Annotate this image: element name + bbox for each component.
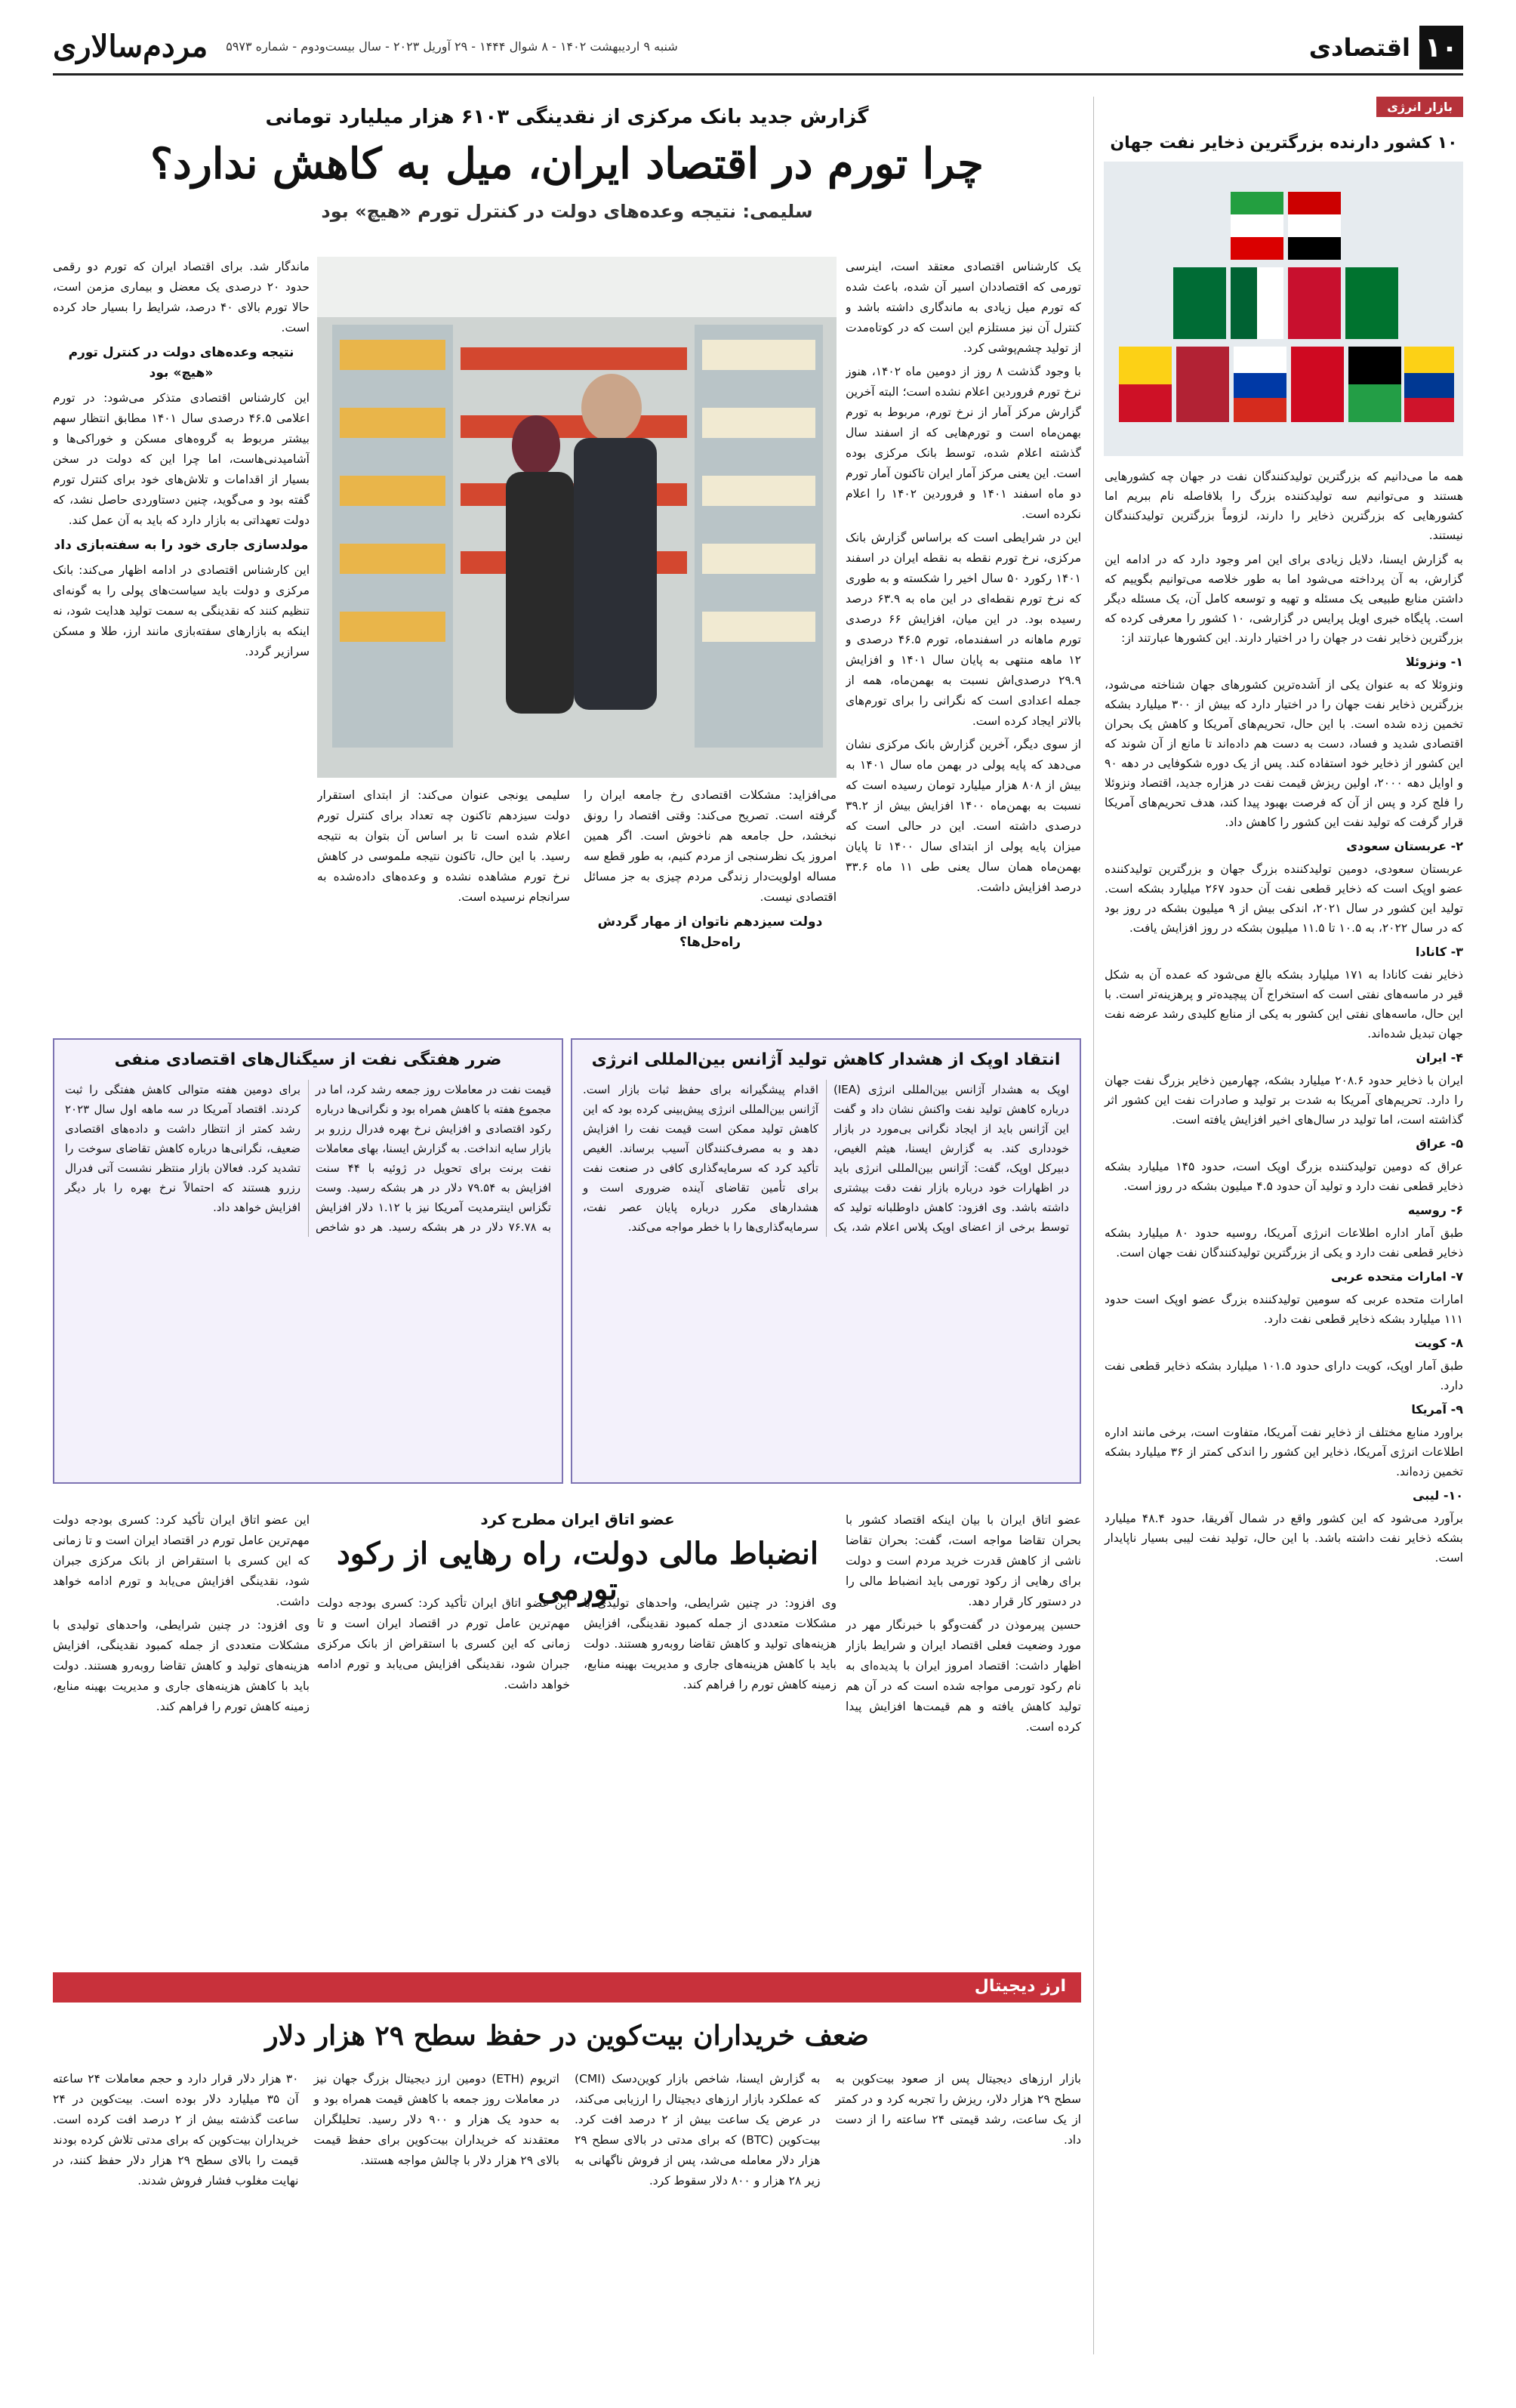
section-header: [1309, 26, 1463, 69]
article-paragraph: این در شرایطی است که براساس گزارش بانک مرکزی، نرخ تورم نقطه به نقطه ایران در اسفند ۱۴۰۱ رکورد ۵۰ سال اخیر را شکسته و به طوری که نرخ تورم نقطه‌ای در این ماه به ۶۳.۹ درصد رسیده بود. در این میان، افزایش ۶۶ درصدی تورم ماهانه در اسفندماه، تورم ۴۶.۵ درصدی و ۱۲ ماهه منتهی به پایان سال ۱۴۰۱ و افزایش ۲۹.۹ درصدی‌اش نسبت به بهمن‌ماه، همه از جمله اعدادی است که نگرانی را برای تورم‌های بالاتر ایجاد کرده است.: [846, 531, 1081, 728]
shoppers-illustration: [317, 257, 837, 778]
article-headline: چرا تورم در اقتصاد ایران، میل به کاهش ندارد؟: [150, 139, 984, 189]
article-paragraph: این کارشناس اقتصادی در ادامه اظهار می‌کند: بانک مرکزی و دولت باید سیاست‌های پولی را به گونه‌ای تنظیم کنند که نقدینگی به سمت تولید هدایت شود، نه اینکه به بازارهای سفته‌بازی مانند ارز، طلا و مسکن سرازیر گردد.: [53, 563, 310, 658]
article-headline: انضباط مالی دولت، راه رهایی از رکود تورمی: [336, 1536, 819, 1607]
article-paragraph: سلیمی یونجی عنوان می‌کند: از ابتدای استقرار دولت سیزدهم تاکنون چه تعداد برای کنترل تورم اعلام شده است تا بر اساس آن بتوان به نتیجه رسید. با این حال، تاکنون نتیجه ملموسی در کاهش نرخ تورم مشاهده نشده و وعده‌های داده‌شده به سرانجام نرسیده است.: [317, 788, 570, 904]
sidebar-item-heading: ۵- عراق: [1416, 1136, 1463, 1151]
sidebar-item-text: عراق که دومین تولیدکننده بزرگ اوپک است، حدود ۱۴۵ میلیارد بشکه ذخایر قطعی نفت دارد و تولید آن حدود ۴.۵ میلیون بشکه در روز است.: [1105, 1160, 1464, 1193]
sidebar-title: ۱۰ کشور دارنده بزرگترین ذخایر نفت جهان: [1110, 134, 1458, 153]
sidebar-item-heading: ۴- ایران: [1416, 1050, 1463, 1065]
article-paragraph: ۳۰ هزار دلار قرار دارد و حجم معاملات ۲۴ ساعته آن ۳۵ میلیارد دلار بوده است. بیت‌کوین در ۲۴ ساعت گذشته بیش از ۲ درصد افت کرده است. خریداران بیت‌کوین که برای مدتی تلاش کرده بودند قیمت را بالای سطح ۲۹ هزار دلار حفظ کنند، در نهایت مغلوب فشار فروش شدند.: [53, 2072, 299, 2188]
article-paragraph: عضو اتاق ایران با بیان اینکه اقتصاد کشور با بحران تقاضا مواجه است، گفت: بحران تقاضا ناشی از کاهش قدرت خرید مردم است و دولت برای رهایی از رکود تورمی باید انضباط مالی را در دستور کار قرار دهد.: [846, 1513, 1081, 1608]
sidebar-intro-2: به گزارش ایسنا، دلایل زیادی برای این امر وجود دارد که در ادامه این گزارش، به آن پرداخته می‌شود اما به طور خلاصه می‌توانیم بگوییم که داشتن منابع طبیعی یک مسئله و تهیه و توسعه کامل آن، یک مسئله دیگر است. پایگاه خبری اویل پرایس در گزارشی، ۱۰ کشور را معرفی کرده که بزرگترین ذخایر نفت در جهان را در اختیار دارند. این کشورها عبارتند از:: [1105, 553, 1463, 645]
fiscal-discipline-header: [317, 1510, 838, 1607]
sidebar-item-text: ونزوئلا که به عنوان یکی از اَشده‌ترین کشورهای جهان شناخته می‌شود، بزرگترین ذخایر نفت جهان را در اختیار دارد که بیش از ۳۰۰ میلیارد بشکه تخمین زده شده است. با این حال، تحریم‌های آمریکا و کاهش یک بحران اقتصادی شدید و فساد، دست به دست هم داده‌اند تا مانع از آن شوند که این کشور از ذخایر خود استفاده کند. پس از یک دوره شکوفایی در دهه ۹۰ و اوایل دهه ۲۰۰۰، اولین ریزش قیمت نفت در هزاره جدید، اقتصاد ونزوئلا را فلج کرد و پس از آن که فرصت بهبود پیدا کند، هدف تحریم‌های آمریکا قرار گرفت که تولید نفت این کشور را کاهش داد.: [1105, 678, 1464, 829]
article-paragraph: بازار ارزهای دیجیتال پس از صعود بیت‌کوین به سطح ۲۹ هزار دلار، ریزش را تجربه کرد و در کمتر از یک ساعت، رشد قیمتی ۲۴ ساعته را از دست داد.: [835, 2072, 1081, 2147]
opec-iea-box: [571, 1038, 1081, 1484]
newspaper-logo: مردم‌سالاری: [53, 29, 208, 64]
article-paragraph: می‌افزاید: مشکلات اقتصادی رخ جامعه ایران را گرفته است. تصریح می‌کند: وقتی اقتصاد را رونق نبخشد، حل جامعه هم ناخوش است. اگر همین امروز یک نظرسنجی از مردم کنیم، به طور قطع سه مساله اولویت‌دار زندگی مردم چیزی به جز مسائل اقتصادی نیست.: [584, 788, 837, 904]
article-crosshead: نتیجه وعده‌های دولت در کنترل تورم «هیچ» بود: [68, 345, 294, 381]
article-paragraph: وی افزود: در چنین شرایطی، واحدهای تولیدی با مشکلات متعددی از جمله کمبود نقدینگی، افزایش هزینه‌های تولید و کاهش تقاضا روبه‌رو هستند. دولت باید با کاهش هزینه‌های جاری و مدیریت بهینه منابع، زمینه کاهش تورم را فراهم کند.: [584, 1596, 837, 1691]
article-supertitle: گزارش جدید بانک مرکزی از نقدینگی ۶۱۰۳ هزار میلیارد تومانی: [265, 106, 869, 128]
sidebar-item-heading: ۹- آمریکا: [1411, 1402, 1463, 1417]
sidebar-item-text: ذخایر نفت کانادا به ۱۷۱ میلیارد بشکه بالغ می‌شود که عمده آن به شکل قیر در ماسه‌های نفتی است که استخراج آن پیچیده‌تر و پرهزینه‌تر است. با این حال، ماسه‌های نفتی این کشور به یکی از منابع کلیدی رشد عرضه نفت جهان تبدیل شده‌اند.: [1105, 968, 1463, 1041]
section-title: اقتصادی: [1308, 33, 1410, 62]
fiscal-article-col-left: [53, 1510, 310, 1956]
crypto-section-bar: [53, 1972, 1081, 2003]
paper-id: [53, 29, 678, 64]
barrels-illustration: [1104, 162, 1463, 456]
page-number: ۱۰: [1419, 26, 1463, 69]
sidebar-kicker: بازار انرژی: [1376, 97, 1463, 117]
sidebar-item-text: براورد منابع مختلف از ذخایر نفت آمریکا، متفاوت است، برخی مانند اداره اطلاعات انرژی آمریکا، ذخایر این کشور را اندکی کمتر از ۳۶ میلیارد بشکه تخمین زده‌اند.: [1105, 1426, 1463, 1478]
supermarket-photo: [317, 257, 837, 778]
article-crosshead: مولدسازی جاری خود را به سفته‌بازی داد: [54, 538, 309, 553]
article-paragraph: یک کارشناس اقتصادی معتقد است، اینرسی تورمی که اقتصاددان اسیر آن شده، باعث شده که تورم میل زیادی به ماندگاری داشته باشد و کنترل آن نیز مستلزم این است که در کوتاه‌مدت از تولید چشم‌پوشی کرد.: [846, 260, 1081, 355]
masthead: [53, 23, 1463, 76]
sidebar-item-text: برآورد می‌شود که این کشور واقع در شمال آفریقا، حدود ۴۸.۴ میلیارد بشکه ذخایر نفت داشته باشد. با این حال، تولید نفت لیبی بسیار ناپایدار است.: [1105, 1512, 1464, 1565]
article-paragraph: با وجود گذشت ۸ روز از دومین ماه ۱۴۰۲، هنوز نرخ تورم فروردین اعلام نشده است؛ البته آخرین گزارش مرکز آمار از نرخ تورم، مربوط به تورم بهمن‌ماه است و تورم‌هایی که از اسفند سال گذشته اعلام شده، توسط بانک مرکزی بوده است. این یعنی مرکز آمار ایران تاکنون آمار تورم دو ماه اسفند ۱۴۰۱ و فروردین ۱۴۰۲ را اعلام نکرده است.: [846, 365, 1081, 521]
box-title: انتقاد اوپک از هشدار کاهش تولید آژانس بین‌المللی انرژی: [591, 1050, 1061, 1069]
oil-weekly-loss-box: [53, 1038, 563, 1484]
article-paragraph: این کارشناس اقتصادی متذکر می‌شود: در تورم اعلامی ۴۶.۵ درصدی سال ۱۴۰۱ مطابق انتظار سهم بیشتر مربوط به گروه‌های مسکن و خوراکی‌ها و آشامیدنی‌هاست، اما چرا این که دولت در سخن بسیار از اقدامات و تلاش‌های خود برای کنترل تورم گفته بود و می‌گوید، چنین دستاوردی حاصل نشد، که دولت تعهداتی به بازار دارد که باید به آن عمل کند.: [53, 391, 310, 527]
sidebar-item-heading: ۱- ونزوئلا: [1406, 655, 1463, 669]
sidebar-item-heading: ۲- عربستان سعودی: [1346, 839, 1463, 853]
sidebar-item-heading: ۳- کانادا: [1416, 945, 1463, 959]
crypto-section-label: ارز دیجیتال: [974, 1977, 1066, 1996]
sidebar-item-heading: ۷- امارات متحده عربی: [1330, 1269, 1463, 1284]
oil-reserves-sidebar: [1093, 97, 1463, 2354]
article-supertitle: عضو اتاق ایران مطرح کرد: [480, 1510, 675, 1528]
article-paragraph: به گزارش ایسنا، شاخص بازار کوین‌دسک (CMI) که عملکرد بازار ارزهای دیجیتال را ارزیابی می‌کند، در عرض یک ساعت بیش از ۲ درصد افت کرد. بیت‌کوین (BTC) که برای مدتی در بالای سطح ۲۹ هزار دلار معامله می‌شد، پس از فروش ناگهانی به زیر ۲۸ هزار و ۸۰۰ دلار سقوط کرد.: [575, 2072, 821, 2188]
article-paragraph: این عضو اتاق ایران تأکید کرد: کسری بودجه دولت مهم‌ترین عامل تورم در اقتصاد ایران است و تا زمانی که این کسری با استقراض از بانک مرکزی جبران شود، نقدینگی افزایش می‌یابد و تورم ادامه خواهد داشت.: [53, 1513, 310, 1608]
article-paragraph: از سوی دیگر، آخرین گزارش بانک مرکزی نشان می‌دهد که پایه پولی در بهمن ماه سال ۱۴۰۱ به بیش از ۸۰۸ هزار میلیارد تومان رسیده است که نسبت به بهمن‌ماه ۱۴۰۰ افزایش بیش از ۳۹.۲ درصدی داشته است. این در حالی است که میزان پایه پولی از ابتدای سال ۱۴۰۰ تا پایان بهمن‌ماه همان سال یعنی طی ۱۱ ماه ۳۳.۶ درصد افزایش داشت.: [846, 738, 1081, 894]
article-paragraph: اتریوم (ETH) دومین ارز دیجیتال بزرگ جهان نیز در معاملات روز جمعه با کاهش قیمت همراه بود و به حدود یک هزار و ۹۰۰ دلار رسید. تحلیلگران معتقدند که خریداران بیت‌کوین برای حفظ قیمت بالای ۲۹ هزار دلار با چالش مواجه هستند.: [313, 2072, 559, 2167]
sidebar-item-heading: ۶- روسیه: [1407, 1203, 1463, 1217]
sidebar-item-text: امارات متحده عربی که سومین تولیدکننده بزرگ عضو اوپک است حدود ۱۱۱ میلیارد بشکه ذخایر قطعی نفت دارد.: [1105, 1293, 1463, 1326]
article-crosshead: دولت سیزدهم ناتوان از مهار گردش راه‌حل‌ها؟: [597, 914, 823, 950]
main-article-header: [53, 106, 1081, 222]
article-subhead: سلیمی: نتیجه وعده‌های دولت در کنترل تورم «هیچ» بود: [321, 201, 813, 222]
crypto-headline: ضعف خریداران بیت‌کوین در حفظ سطح ۲۹ هزار دلار: [265, 2020, 869, 2052]
sidebar-item-text: طبق آمار اوپک، کویت دارای حدود ۱۰۱.۵ میلیارد بشکه ذخایر قطعی نفت دارد.: [1105, 1359, 1463, 1392]
sidebar-item-text: عربستان سعودی، دومین تولیدکننده بزرگ جهان و بزرگترین تولیدکننده عضو اوپک است که ذخایر قطعی نفت آن حدود ۲۶۷ میلیارد بشکه است. تولید این کشور در سال ۲۰۲۱، اندکی بیش از ۹ میلیون بشکه در روز بود که در سال ۲۰۲۲، به ۱۰.۵ تا ۱۱.۵ میلیون بشکه در روز افزایش یافت.: [1105, 862, 1463, 935]
article-paragraph: ماندگار شد. برای اقتصاد ایران که تورم دو رقمی حدود ۲۰ درصدی یک معضل و بیماری مزمن است، حالا تورم بالای ۴۰ درصد، شرایط را بسیار حاد کرده است.: [53, 260, 310, 335]
sidebar-item-text: ایران با ذخایر حدود ۲۰۸.۶ میلیارد بشکه، چهارمین ذخایر بزرگ نفت جهان را دارد. تحریم‌های آمریکا به شدت بر تولید و صادرات نفت این کشور اثر گذاشته است، اما تولید در سال‌های اخیر افزایش یافته است.: [1105, 1074, 1463, 1127]
article-column-right: [846, 257, 1081, 1034]
article-paragraph: این عضو اتاق ایران تأکید کرد: کسری بودجه دولت مهم‌ترین عامل تورم در اقتصاد ایران است و تا زمانی که این کسری با استقراض از بانک مرکزی جبران شود، نقدینگی افزایش می‌یابد و تورم ادامه خواهد داشت.: [317, 1596, 570, 1691]
oil-barrels-flags-image: [1104, 162, 1463, 456]
box-title: ضرر هفتگی نفت از سیگنال‌های اقتصادی منفی: [114, 1050, 502, 1069]
article-paragraph: وی افزود: در چنین شرایطی، واحدهای تولیدی با مشکلات متعددی از جمله کمبود نقدینگی، افزایش هزینه‌های تولید و کاهش تقاضا روبه‌رو هستند. دولت باید با کاهش هزینه‌های جاری و مدیریت بهینه منابع، زمینه کاهش تورم را فراهم کند.: [53, 1618, 310, 1713]
crypto-article-body: [53, 2069, 1081, 2379]
article-paragraph: حسین پیرموذن در گفت‌وگو با خبرنگار مهر در مورد وضعیت فعلی اقتصاد ایران و شرایط بازار اظهار داشت: اقتصاد امروز ایران با پدیده‌ای به نام رکود تورمی مواجه شده است که در آن هم تولید کاهش یافته و هم قیمت‌ها افزایش پیدا کرده است.: [846, 1618, 1081, 1734]
fiscal-article-col-right: [846, 1510, 1081, 1956]
sidebar-item-heading: ۸- کویت: [1414, 1336, 1463, 1350]
article-column-left: [53, 257, 310, 1034]
fiscal-article-col-middle: [317, 1593, 837, 1956]
sidebar-item-heading: ۱۰- لیبی: [1413, 1488, 1463, 1503]
sidebar-item-text: طبق آمار اداره اطلاعات انرژی آمریکا، روسیه حدود ۸۰ میلیارد بشکه ذخایر قطعی نفت دارد و یکی از بزرگترین تولیدکنندگان نفت جهان است.: [1105, 1226, 1464, 1259]
sidebar-intro-1: همه ما می‌دانیم که بزرگترین تولیدکنندگان نفت در جهان چه کشورهایی هستند و می‌توانیم سه تولیدکننده بزرگ را بلافاصله نام ببریم اما کشورهایی که بزرگترین ذخایر را دارند، لزوماً بزرگترین تولیدکنندگان نیستند.: [1105, 470, 1463, 542]
box-text: قیمت نفت در معاملات روز جمعه رشد کرد، اما در مجموع هفته با کاهش همراه بود و نگرانی‌ها درباره رکود اقتصادی و افزایش نرخ بهره فدرال رزرو بر بازار سایه انداخت. به گزارش ایسنا، بهای معاملات نفت برنت برای تحویل در ژوئیه با ۴۴ سنت افزایش به ۷۹.۵۴ دلار در هر بشکه رسید. وست تگزاس اینترمدیت آمریکا نیز با ۱.۱۲ دلار افزایش به ۷۶.۷۸ دلار در هر بشکه رسید. هر دو شاخص برای دومین هفته متوالی کاهش هفتگی را ثبت کردند. اقتصاد آمریکا در سه ماهه اول سال ۲۰۲۳ رشد کمتر از انتظار داشت و داده‌های اقتصادی ضعیف، نگرانی‌ها درباره کاهش تقاضای سوخت را تشدید کرد. فعالان بازار منتظر نشست آتی فدرال رزرو هستند که احتمالاً نرخ بهره را بار دیگر افزایش خواهد داد.: [65, 1083, 552, 1234]
box-text: اوپک به هشدار آژانس بین‌المللی انرژی (IEA) درباره کاهش تولید نفت واکنش نشان داد و گفت این آژانس باید از ایجاد نگرانی بی‌مورد در بازار خودداری کند. به گزارش ایسنا، هیثم الغیص، دبیرکل اوپک، گفت: آژانس بین‌المللی انرژی باید در اظهارات خود درباره بازار نفت دقت بیشتری داشته باشد. وی افزود: کاهش داوطلبانه تولید که توسط برخی از اعضای اوپک پلاس اعلام شد، یک اقدام پیشگیرانه برای حفظ ثبات بازار است. آژانس بین‌المللی انرژی پیش‌بینی کرده بود که این کاهش تولید ممکن است قیمت نفت را افزایش دهد و به مصرف‌کنندگان آسیب برساند. الغیص تأکید کرد که سرمایه‌گذاری کافی در صنعت نفت برای تأمین تقاضای آینده ضروری است و هشدارهای مکرر درباره پایان عصر نفت، سرمایه‌گذاری‌ها را با خطر مواجه می‌کند.: [583, 1083, 1069, 1234]
sidebar-body: [1105, 467, 1463, 1568]
date-line: شنبه ۹ اردیبهشت ۱۴۰۲ - ۸ شوال ۱۴۴۴ - ۲۹ آوریل ۲۰۲۳ - سال بیست‌ودوم - شماره ۵۹۷۳: [226, 39, 678, 54]
article-column-middle: [317, 785, 837, 1034]
